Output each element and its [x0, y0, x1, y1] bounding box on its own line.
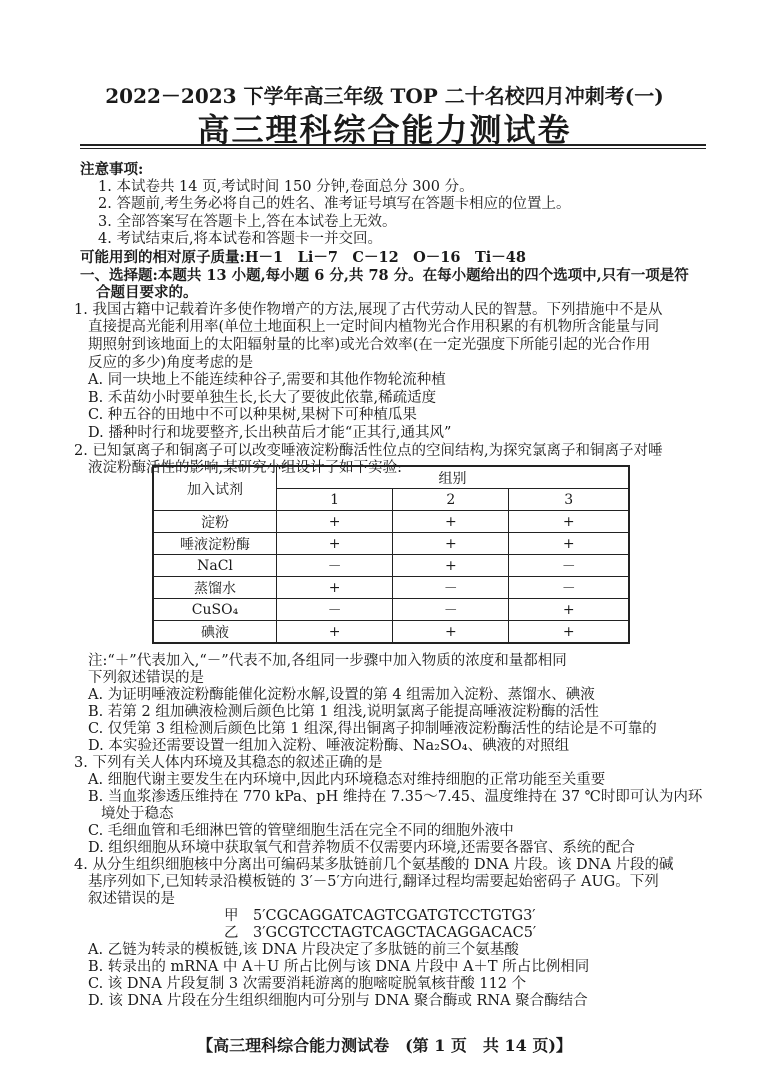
reagent-presence: + [509, 511, 629, 533]
text-line: 4. 考试结束后,将本试卷和答题卡一并交回。 [98, 231, 383, 248]
reagent-presence: + [277, 577, 393, 599]
table-row [153, 621, 629, 644]
group-number: 1 [277, 489, 393, 511]
question-stem: 4. 从分生组织细胞核中分离出可编码某多肽链前几个氨基酸的 DNA 片段。该 DNA 片段的碱 [74, 857, 674, 873]
table-row [153, 577, 629, 599]
reagent-name: CuSO₄ [153, 599, 277, 621]
group-number: 3 [509, 489, 629, 511]
reagent-presence: + [393, 555, 509, 577]
text-line: 可能用到的相对原子质量:H－1 Li－7 C－12 O－16 Ti－48 [80, 249, 526, 266]
reagent-presence: + [393, 533, 509, 555]
header-rule-thin [80, 148, 706, 149]
text-line: 期照射到该地面上的太阳辐射量的比率)或光合效率(在一定光强度下所能引起的光合作用 [88, 337, 651, 353]
option-line: C. 仅凭第 3 组检测后颜色比第 1 组深,得出铜离子抑制唾液淀粉酶活性的结论是不可靠的 [88, 721, 657, 737]
text-line: 注意事项: [80, 161, 144, 178]
option-line: D. 本实验还需要设置一组加入淀粉、唾液淀粉酶、Na₂SO₄、碘液的对照组 [88, 738, 570, 754]
option-line: C. 种五谷的田地中不可以种果树,果树下可种植瓜果 [88, 407, 417, 424]
option-line: D. 该 DNA 片段在分生组织细胞内可分别与 DNA 聚合酶或 RNA 聚合酶结合 [88, 993, 588, 1009]
page-footer: 【高三理科综合能力测试卷 (第 1 页 共 14 页)】 [197, 1036, 572, 1055]
reagent-presence: + [393, 511, 509, 533]
text-line: 3. 全部答案写在答题卡上,答在本试卷上无效。 [98, 213, 397, 230]
reagent-presence: + [277, 511, 393, 533]
reagent-name: NaCl [153, 555, 277, 577]
text-line: 合题目要求的。 [96, 284, 198, 302]
option-line: D. 播种时行和垅要整齐,长出秧苗后才能“正其行,通其风” [88, 425, 452, 441]
option-line: C. 毛细血管和毛细淋巴管的管壁细胞生活在完全不同的细胞外液中 [88, 823, 514, 839]
text-line: 直接提高光能利用率(单位土地面积上一定时间内植物光合作用积累的有机物所含能量与同 [88, 319, 660, 336]
text-line: 液淀粉酶活性的影响,某研究小组设计了如下实验: [88, 460, 402, 477]
text-line: 反应的多少)角度考虑的是 [88, 354, 254, 371]
header-rule-thick [80, 144, 706, 146]
reagent-presence: + [509, 533, 629, 555]
reagent-presence: － [393, 577, 509, 599]
text-line: 叙述错误的是 [88, 891, 175, 907]
reagent-presence: + [277, 621, 393, 644]
reagent-name: 淀粉 [153, 511, 277, 533]
option-line: B. 禾苗幼小时要单独生长,长大了要彼此依靠,稀疏适度 [88, 389, 437, 406]
reagent-presence: － [509, 555, 629, 577]
reagent-presence: + [509, 599, 629, 621]
option-line: C. 该 DNA 片段复制 3 次需要消耗游离的胞嘧啶脱氧核苷酸 112 个 [88, 976, 527, 992]
reagent-name: 唾液淀粉酶 [153, 533, 277, 555]
question-stem: 2. 已知氯离子和铜离子可以改变唾液淀粉酶活性位点的空间结构,为探究氯离子和铜离子对唾 [74, 442, 663, 459]
reagent-name: 碘液 [153, 621, 277, 644]
question-stem: 3. 下列有关人体内环境及其稳态的叙述正确的是 [74, 755, 383, 771]
group-header: 组别 [277, 466, 630, 489]
text-line: 境处于稳态 [101, 806, 174, 822]
option-line: 注:“＋”代表加入,“－”代表不加,各组同一步骤中加入物质的浓度和量都相同 [88, 653, 567, 669]
option-line: A. 同一块地上不能连续种谷子,需要和其他作物轮流种植 [88, 372, 446, 389]
reagent-header: 加入试剂 [153, 466, 277, 511]
text-line: 基序列如下,已知转录沿模板链的 3′－5′方向进行,翻译过程均需要起始密码子 AUG。下列 [88, 874, 659, 890]
table-row [153, 555, 629, 577]
table-row [153, 533, 629, 555]
group-number: 2 [393, 489, 509, 511]
text-line: 一、选择题:本题共 13 小题,每小题 6 分,共 78 分。在每小题给出的四个选项中,只有一项是符 [80, 266, 689, 284]
table-header-row [153, 466, 629, 489]
reagent-presence: － [393, 599, 509, 621]
option-line: A. 乙链为转录的模板链,该 DNA 片段决定了多肽链的前三个氨基酸 [88, 942, 519, 958]
option-line: D. 组织细胞从环境中获取氧气和营养物质不仅需要内环境,还需要各器官、系统的配合 [88, 840, 635, 856]
reagent-presence: － [277, 599, 393, 621]
text-line: 甲 5′CGCAGGATCAGTCGATGTCCTGTG3′ [224, 908, 536, 924]
option-line: B. 当血浆渗透压维持在 770 kPa、pH 维持在 7.35～7.45、温度维持在 37 ℃时即可认为内环 [88, 789, 703, 805]
option-line: B. 若第 2 组加碘液检测后颜色比第 1 组浅,说明氯离子能提高唾液淀粉酶的活性 [88, 704, 599, 720]
option-line: B. 转录出的 mRNA 中 A＋U 所占比例与该 DNA 片段中 A＋T 所占比例相同 [88, 959, 590, 975]
reagent-presence: + [509, 621, 629, 644]
question-stem: 1. 我国古籍中记载着许多使作物增产的方法,展现了古代劳动人民的智慧。下列措施中不是从 [74, 301, 663, 318]
reagent-name: 蒸馏水 [153, 577, 277, 599]
table-row [153, 599, 629, 621]
exam-paper-title: 高三理科综合能力测试卷 [197, 111, 572, 149]
text-line: 2. 答题前,考生务必将自己的姓名、准考证号填写在答题卡相应的位置上。 [98, 196, 571, 213]
option-line: A. 为证明唾液淀粉酶能催化淀粉水解,设置的第 4 组需加入淀粉、蒸馏水、碘液 [88, 687, 595, 703]
reagent-presence: － [509, 577, 629, 599]
text-line: 1. 本试卷共 14 页,考试时间 150 分钟,卷面总分 300 分。 [98, 178, 474, 195]
text-line: 乙 3′GCGTCCTAGTCAGCTACAGGACAC5′ [224, 925, 537, 941]
reagent-presence: － [277, 555, 393, 577]
reagent-presence: + [277, 533, 393, 555]
experiment-table [152, 465, 630, 644]
option-line: 下列叙述错误的是 [88, 670, 204, 686]
reagent-presence: + [393, 621, 509, 644]
option-line: A. 细胞代谢主要发生在内环境中,因此内环境稳态对维持细胞的正常功能至关重要 [88, 772, 606, 788]
exam-series-title: 2022－2023 下学年高三年级 TOP 二十名校四月冲刺考(一) [105, 84, 664, 108]
table-row [153, 511, 629, 533]
